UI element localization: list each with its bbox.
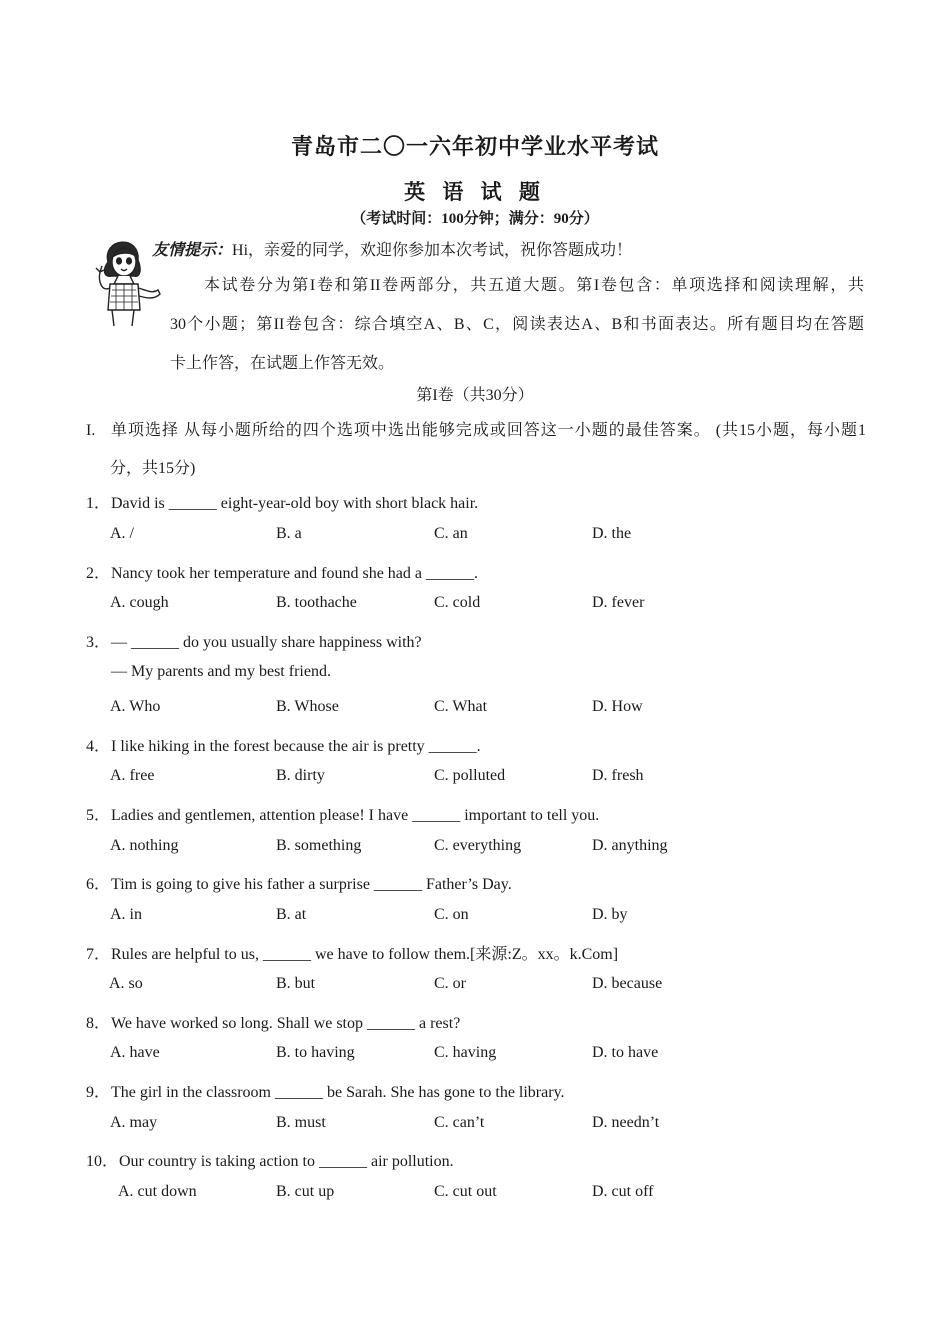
option-b: B. something	[276, 837, 362, 854]
tip-paragraph-line: 30个小题；第II卷包含：综合填空A、B、C，阅读表达A、B和书面表达。所有题目均在答题	[170, 316, 864, 333]
exam-info: （考试时间：100分钟；满分：90分）	[351, 211, 599, 227]
option-d: D. cut off	[592, 1183, 654, 1200]
option-c: C. having	[434, 1044, 497, 1061]
option-a: A. nothing	[110, 837, 179, 854]
option-c: C. What	[434, 698, 488, 715]
tip-label: 友情提示：	[152, 242, 233, 259]
option-b: B. must	[276, 1114, 326, 1131]
option-c: C. on	[434, 906, 469, 923]
option-b: B. to having	[276, 1044, 355, 1061]
option-d: D. by	[592, 906, 628, 923]
option-b: B. but	[276, 975, 316, 992]
question-stem: 5．Ladies and gentlemen, attention please! I have ______ important to tell you.	[86, 807, 600, 824]
section-text: 分，共15分)	[110, 460, 196, 477]
question-stem: 4．I like hiking in the forest because the air is pretty ______.	[86, 738, 481, 755]
option-b: B. at	[276, 906, 307, 923]
page-title: 青岛市二〇一六年初中学业水平考试	[290, 134, 659, 159]
option-c: C. or	[434, 975, 466, 992]
option-d: D. the	[592, 525, 632, 542]
option-d: D. to have	[592, 1044, 659, 1061]
question-stem: 2．Nancy took her temperature and found she had a ______.	[86, 565, 478, 582]
section-instructions	[86, 417, 866, 477]
question-stem: 9．The girl in the classroom ______ be Sarah. She has gone to the library.	[86, 1084, 565, 1101]
question-stem: 3．— ______ do you usually share happiness with?	[86, 634, 422, 651]
option-c: C. cut out	[434, 1183, 497, 1200]
option-d: D. fresh	[592, 767, 644, 784]
question-stem: 8．We have worked so long. Shall we stop ______ a rest?	[86, 1015, 461, 1032]
option-b: B. Whose	[276, 698, 339, 715]
option-d: D. fever	[592, 594, 645, 611]
option-b: B. cut up	[276, 1183, 335, 1200]
section-text: 单项选择 从每小题所给的四个选项中选出能够完成或回答这一小题的最佳答案。 (共15小题，每小题1	[110, 422, 866, 439]
question-stem: 10．Our country is taking action to ______ air pollution.	[86, 1153, 454, 1170]
option-a: A. have	[110, 1044, 160, 1061]
option-a: A. in	[110, 906, 142, 923]
tip-paragraph-line: 卡上作答，在试题上作答无效。	[170, 355, 395, 372]
option-a: A. so	[109, 975, 143, 992]
tip-greeting: Hi，亲爱的同学，欢迎你参加本次考试，祝你答题成功！	[232, 242, 633, 259]
question-stem: 1．David is ______ eight-year-old boy with short black hair.	[86, 495, 479, 512]
option-c: C. cold	[434, 594, 481, 611]
option-a: A. /	[110, 525, 134, 542]
option-d: D. anything	[592, 837, 668, 854]
question-stem: 6．Tim is going to give his father a surprise ______ Father’s Day.	[86, 876, 512, 893]
option-a: A. free	[110, 767, 155, 784]
section-number: I.	[86, 422, 96, 439]
option-c: C. everything	[434, 837, 522, 854]
question-stem: 7．Rules are helpful to us, ______ we have to follow them.[来源:Z。xx。k.Com]	[86, 946, 619, 963]
option-b: B. toothache	[276, 594, 357, 611]
tip-paragraph-line: 本试卷分为第I卷和第II卷两部分，共五道大题。第I卷包含：单项选择和阅读理解，共	[204, 277, 864, 294]
page-subtitle: 英 语 试 题	[404, 180, 546, 204]
question-response: — My parents and my best friend.	[111, 663, 331, 680]
option-d: D. because	[592, 975, 663, 992]
option-c: C. an	[434, 525, 468, 542]
option-b: B. a	[276, 525, 302, 542]
option-d: D. How	[592, 698, 643, 715]
option-c: C. can’t	[434, 1114, 485, 1131]
friendly-tip	[152, 237, 632, 260]
option-a: A. cough	[110, 594, 169, 611]
option-d: D. needn’t	[592, 1114, 660, 1131]
option-a: A. Who	[110, 698, 161, 715]
option-a: A. may	[110, 1114, 158, 1131]
option-c: C. polluted	[434, 767, 506, 784]
option-a: A. cut down	[118, 1183, 197, 1200]
part-heading: 第I卷（共30分）	[416, 387, 534, 404]
option-b: B. dirty	[276, 767, 325, 784]
